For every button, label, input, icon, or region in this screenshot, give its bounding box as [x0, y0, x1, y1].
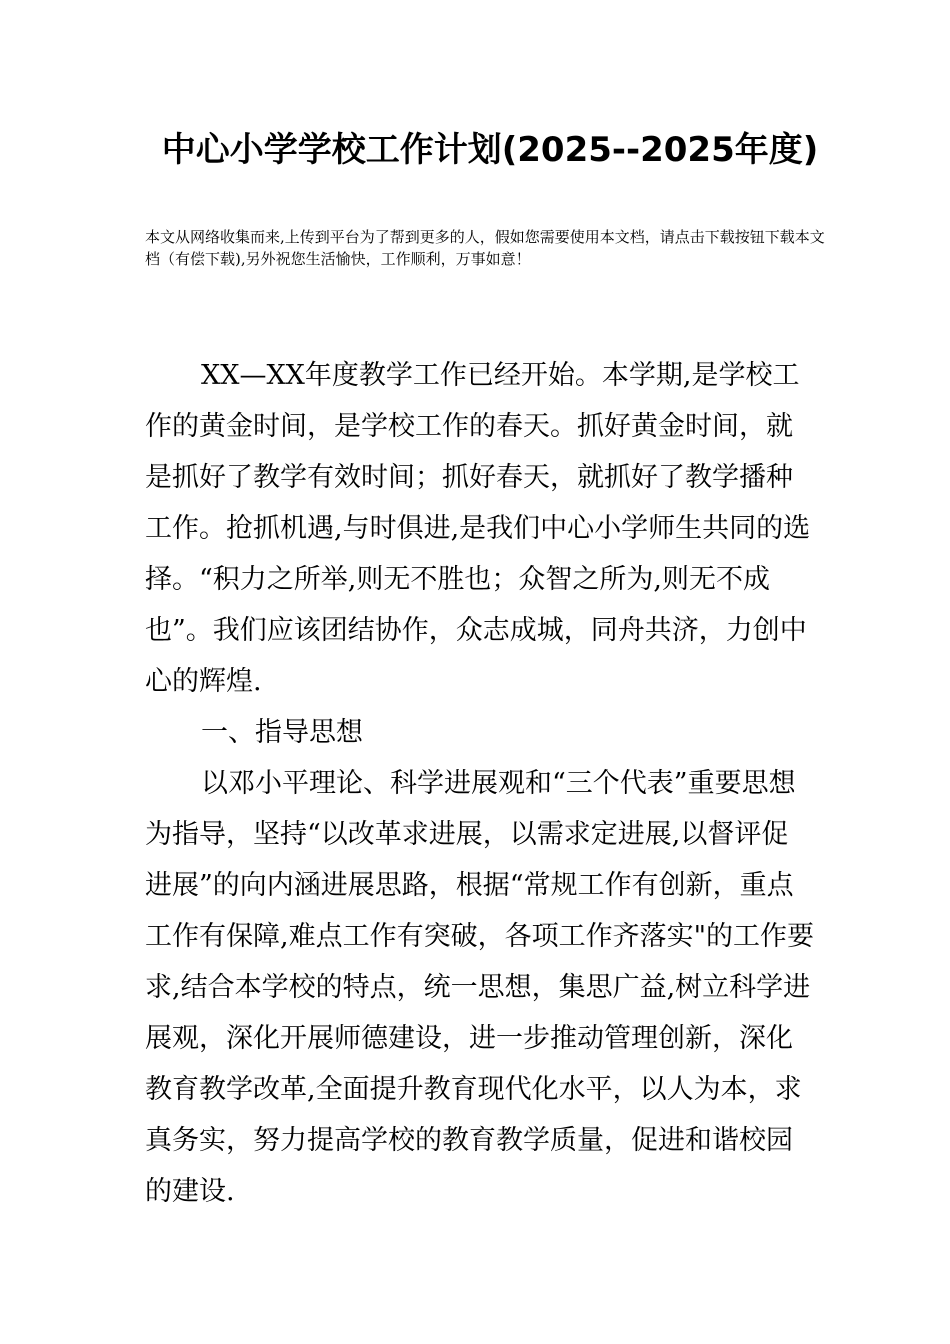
paragraph-intro: XX—XX年度教学工作已经开始。本学期,是学校工作的黄金时间，是学校工作的春天。抓好黄金时间，就是抓好了教学有效时间；抓好春天，就抓好了教学播种工作。抢抓机遇,与时俱进,是我们中心小学师生共同的选择。“积力之所举,则无不胜也；众智之所为,则无不成也”。我们应该团结协作，众志成城，同舟共济，力创中心的辉煌.: [145, 360, 811, 697]
document-body: [145, 350, 815, 1217]
paragraph-guiding-ideology: 以邓小平理论、科学进展观和“三个代表”重要思想为指导，坚持“以改革求进展，以需求定进展,以督评促进展”的向内涵进展思路，根据“常规工作有创新，重点工作有保障,难点工作有突破，各项工作齐落实"的工作要求,结合本学校的特点，统一思想，集思广益,树立科学进展观，深化开展师德建设，进一步推动管理创新，深化教育教学改革,全面提升教育现代化水平，以人为本，求真务实，努力提高学校的教育教学质量，促进和谐校园的建设.: [145, 768, 815, 1207]
section-heading-guiding-ideology: 一、指导思想: [201, 717, 363, 748]
download-notice: 本文从网络收集而来,上传到平台为了帮到更多的人，假如您需要使用本文档，请点击下载按钮下载本文档（有偿下载),另外祝您生活愉快，工作顺利，万事如意！: [145, 228, 825, 268]
document-title: 中心小学学校工作计划(2025--2025年度): [161, 130, 819, 170]
